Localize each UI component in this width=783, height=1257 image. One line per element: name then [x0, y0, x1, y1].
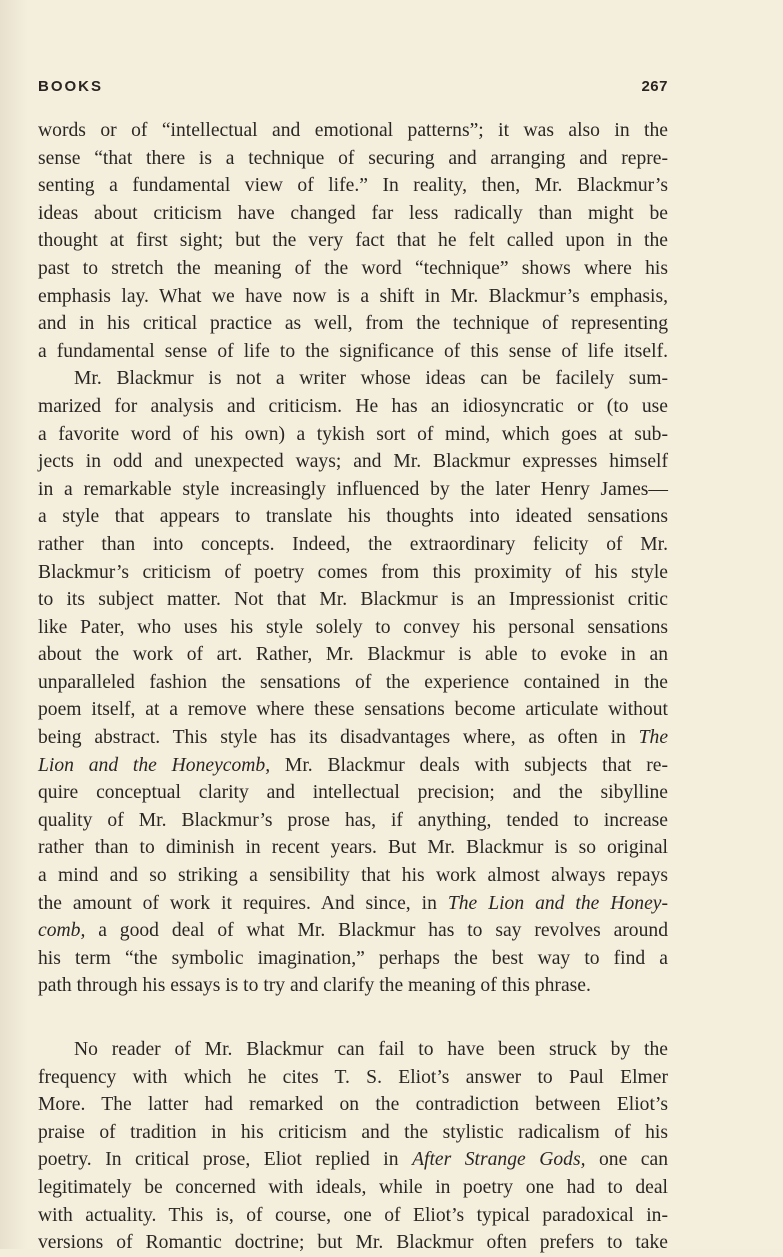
paragraph-3 [38, 1036, 668, 1257]
text-line: path through his essays is to try and clarify the meaning of this phrase. [38, 975, 591, 997]
text-line: like Pater, who uses his style solely to convey his personal sensations [38, 616, 668, 638]
text-line: quality of Mr. Blackmur’s prose has, if anything, tended to increase [38, 809, 668, 831]
paragraph-2 [38, 365, 668, 1000]
text-line: rather than to diminish in recent years. But Mr. Blackmur is so original [38, 837, 668, 859]
text-line: No reader of Mr. Blackmur can fail to have been struck by the [74, 1039, 668, 1060]
book-title: The [638, 727, 669, 749]
page-number: 267 [641, 78, 668, 95]
book-title: comb, [38, 920, 86, 942]
text-line: unparalleled fashion the sensations of the experience contained in the [38, 671, 668, 693]
text-line: sense “that there is a technique of securing and arranging and repre- [38, 147, 668, 169]
text-line: to its subject matter. Not that Mr. Blackmur is an Impressionist critic [38, 589, 668, 611]
text-segment: Mr. Blackmur deals with subjects that re- [284, 754, 669, 776]
text-line: jects in odd and unexpected ways; and Mr. Blackmur expresses himself [38, 451, 668, 473]
text-line: thought at first sight; but the very fact that he felt called upon in the [38, 230, 668, 252]
text-line: marized for analysis and criticism. He has an idiosyncratic or (to use [38, 395, 668, 417]
article-body [38, 117, 668, 1257]
text-line [38, 752, 668, 780]
running-head: BOOKS [38, 78, 104, 95]
text-line [38, 917, 668, 945]
page-header [38, 74, 668, 100]
book-title: Lion and the Honeycomb, [38, 754, 271, 776]
paragraph-1 [38, 117, 668, 365]
text-line: his term “the symbolic imagination,” perhaps the best way to find a [38, 947, 668, 969]
text-line: quire conceptual clarity and intellectual precision; and the sibylline [38, 782, 668, 804]
text-line [38, 724, 668, 752]
section-break [38, 1000, 668, 1036]
book-title: The Lion and the Honey- [447, 892, 668, 914]
text-line: rather than into concepts. Indeed, the extraordinary felicity of Mr. [38, 533, 668, 555]
text-line: a mind and so striking a sensibility that his work almost always repays [38, 865, 668, 887]
text-line: with actuality. This is, of course, one of Eliot’s typical paradoxical in- [38, 1204, 668, 1226]
text-line: legitimately be concerned with ideals, while in poetry one had to deal [38, 1176, 668, 1198]
text-line: praise of tradition in his criticism and the stylistic radicalism of his [38, 1121, 668, 1143]
text-line: and in his critical practice as well, from the technique of representing [38, 313, 668, 335]
text-line: frequency with which he cites T. S. Eliot’s answer to Paul Elmer [38, 1066, 668, 1088]
text-segment: poetry. In critical prose, Eliot replied in [38, 1149, 399, 1171]
text-segment: one can [585, 1149, 668, 1171]
text-line: emphasis lay. What we have now is a shift in Mr. Blackmur’s emphasis, [38, 285, 668, 307]
text-line: about the work of art. Rather, Mr. Blackmur is able to evoke in an [38, 644, 668, 666]
text-line [38, 890, 668, 918]
text-line: Mr. Blackmur is not a writer whose ideas can be facilely sum- [74, 368, 668, 390]
text-line: in a remarkable style increasingly influenced by the later Henry James— [38, 478, 668, 500]
book-title: After Strange Gods, [412, 1149, 586, 1171]
text-line: a fundamental sense of life to the significance of this sense of life itself. [38, 340, 668, 362]
text-line: past to stretch the meaning of the word “technique” shows where his [38, 257, 668, 279]
text-line: versions of Romantic doctrine; but Mr. Blackmur often prefers to take [38, 1232, 668, 1254]
text-line [38, 1146, 668, 1174]
text-segment: being abstract. This style has its disadvantages where, as often in [38, 727, 626, 749]
text-line: ideas about criticism have changed far less radically than might be [38, 202, 668, 224]
text-segment: the amount of work it requires. And since, in [38, 892, 437, 914]
text-line: More. The latter had remarked on the contradiction between Eliot’s [38, 1094, 668, 1116]
text-line: a style that appears to translate his thoughts into ideated sensations [38, 506, 668, 528]
text-line: a favorite word of his own) a tykish sort of mind, which goes at sub- [38, 423, 668, 445]
text-line: senting a fundamental view of life.” In reality, then, Mr. Blackmur’s [38, 175, 668, 197]
text-segment: a good deal of what Mr. Blackmur has to say revolves around [85, 920, 668, 942]
text-line: Blackmur’s criticism of poetry comes from this proximity of his style [38, 561, 668, 583]
text-line: poem itself, at a remove where these sensations become articulate without [38, 699, 668, 721]
text-line: words or of “intellectual and emotional patterns”; it was also in the [38, 120, 668, 141]
